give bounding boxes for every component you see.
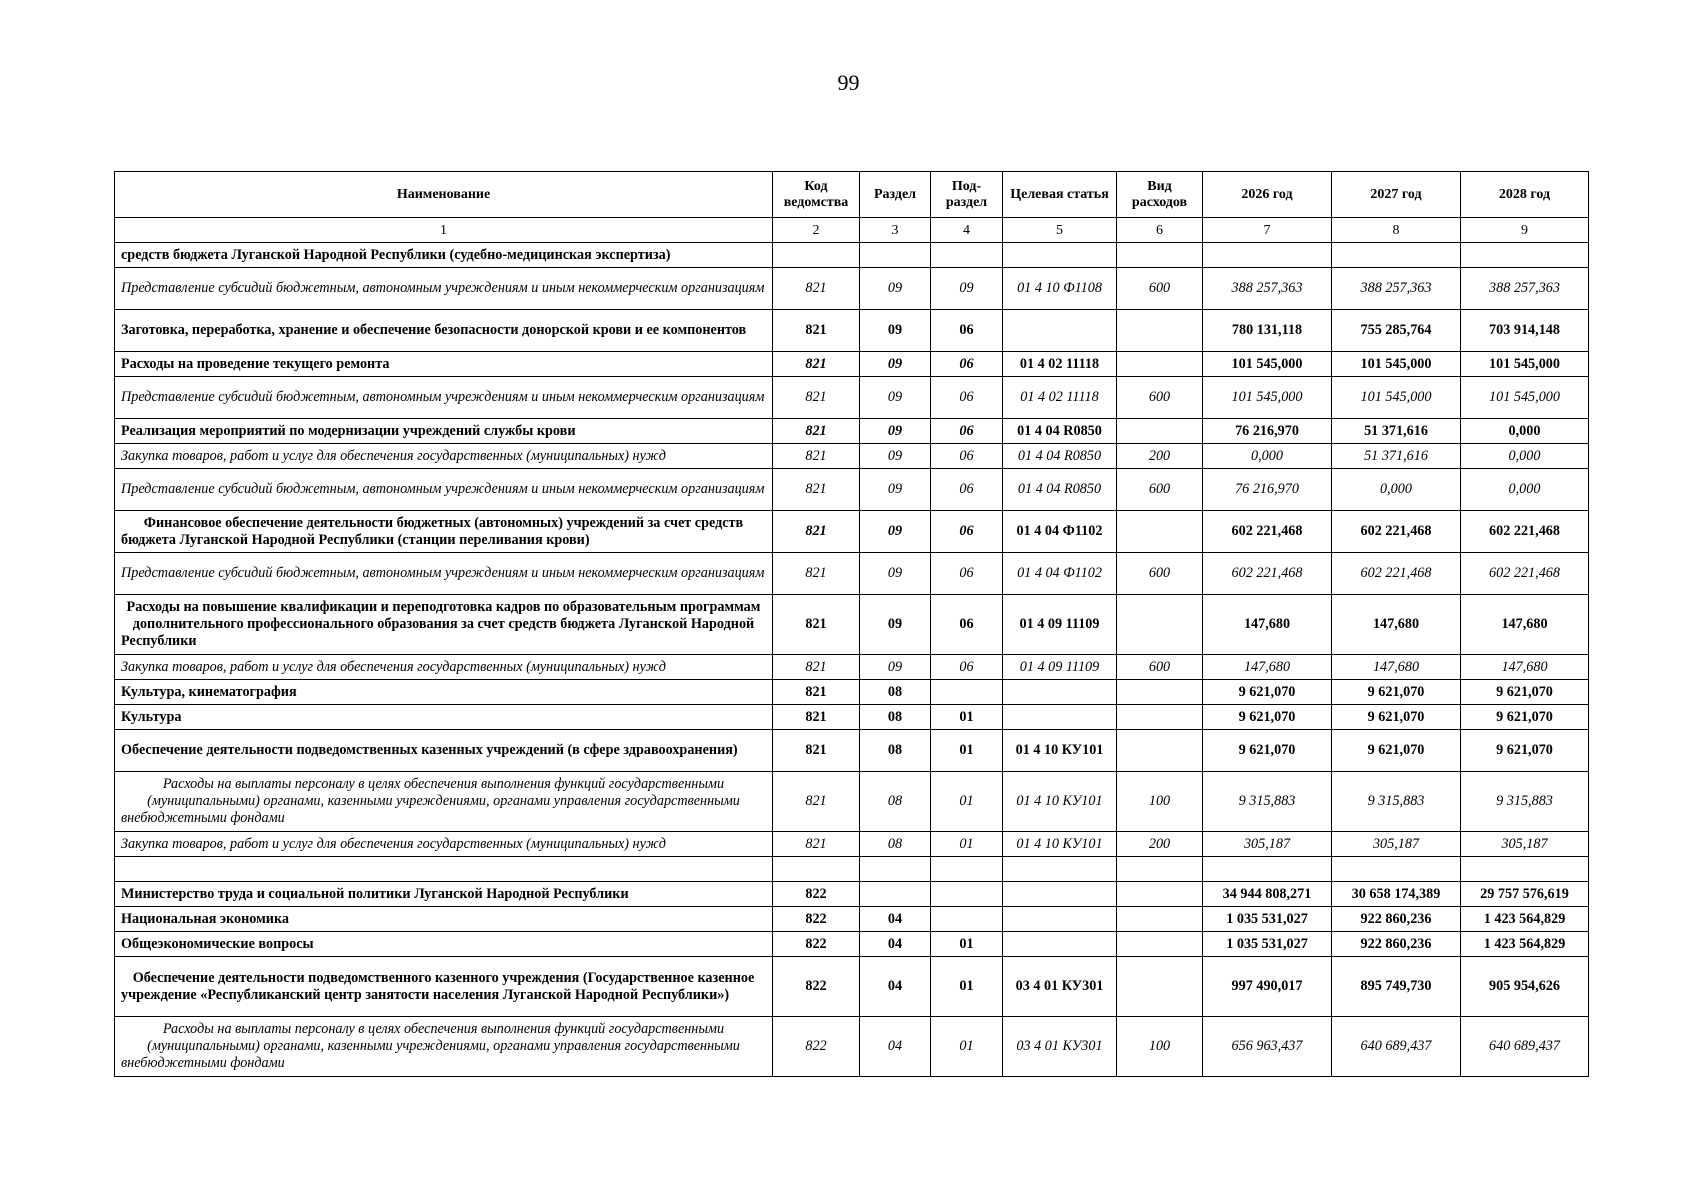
- value-2026: 780 131,118: [1203, 310, 1332, 352]
- value-2027: 30 658 174,389: [1332, 882, 1461, 907]
- target-article: [1003, 680, 1117, 705]
- podrazdel-code: 01: [931, 772, 1003, 832]
- ved-code: 822: [773, 907, 860, 932]
- column-number: 4: [931, 218, 1003, 243]
- target-article: 03 4 01 КУ301: [1003, 1017, 1117, 1077]
- target-article: 01 4 09 11109: [1003, 595, 1117, 655]
- razdel-code: 04: [860, 932, 931, 957]
- header-ved: Код ведомства: [773, 172, 860, 218]
- target-article: [1003, 310, 1117, 352]
- value-2027: 895 749,730: [1332, 957, 1461, 1017]
- podrazdel-code: 06: [931, 511, 1003, 553]
- target-article: 01 4 04 Ф1102: [1003, 511, 1117, 553]
- value-2027: 922 860,236: [1332, 932, 1461, 957]
- podrazdel-code: 01: [931, 1017, 1003, 1077]
- table-row: [115, 680, 1589, 705]
- value-2026: 9 621,070: [1203, 680, 1332, 705]
- value-2027: 9 315,883: [1332, 772, 1461, 832]
- value-2027: 147,680: [1332, 595, 1461, 655]
- razdel-code: 08: [860, 705, 931, 730]
- ved-code: 821: [773, 655, 860, 680]
- value-2027: 9 621,070: [1332, 730, 1461, 772]
- podrazdel-code: 06: [931, 595, 1003, 655]
- header-name: Наименование: [115, 172, 773, 218]
- row-name: Закупка товаров, работ и услуг для обеспечения государственных (муниципальных) нужд: [115, 832, 773, 857]
- column-number: 5: [1003, 218, 1117, 243]
- value-2026: 147,680: [1203, 655, 1332, 680]
- expense-type: [1117, 705, 1203, 730]
- value-2026: 9 621,070: [1203, 705, 1332, 730]
- expense-type: [1117, 907, 1203, 932]
- podrazdel-code: [931, 857, 1003, 882]
- value-2026: 1 035 531,027: [1203, 907, 1332, 932]
- value-2028: 640 689,437: [1461, 1017, 1589, 1077]
- value-2028: [1461, 243, 1589, 268]
- expense-type: [1117, 857, 1203, 882]
- row-name: Представление субсидий бюджетным, автономным учреждениям и иным некоммерческим организациям: [115, 469, 773, 511]
- razdel-code: 08: [860, 832, 931, 857]
- expense-type: 200: [1117, 832, 1203, 857]
- row-name: Министерство труда и социальной политики Луганской Народной Республики: [115, 882, 773, 907]
- table-row: [115, 705, 1589, 730]
- podrazdel-code: 06: [931, 352, 1003, 377]
- ved-code: 822: [773, 1017, 860, 1077]
- value-2027: 602 221,468: [1332, 511, 1461, 553]
- table-row: [115, 377, 1589, 419]
- target-article: 01 4 09 11109: [1003, 655, 1117, 680]
- column-number: 3: [860, 218, 931, 243]
- ved-code: 821: [773, 680, 860, 705]
- ved-code: 821: [773, 419, 860, 444]
- podrazdel-code: 06: [931, 377, 1003, 419]
- podrazdel-code: 01: [931, 932, 1003, 957]
- target-article: [1003, 243, 1117, 268]
- value-2026: 101 545,000: [1203, 377, 1332, 419]
- razdel-code: 09: [860, 469, 931, 511]
- razdel-code: 09: [860, 553, 931, 595]
- value-2026: 388 257,363: [1203, 268, 1332, 310]
- value-2026: [1203, 243, 1332, 268]
- value-2027: 755 285,764: [1332, 310, 1461, 352]
- podrazdel-code: 01: [931, 730, 1003, 772]
- value-2027: 602 221,468: [1332, 553, 1461, 595]
- podrazdel-code: 06: [931, 553, 1003, 595]
- row-name: Обеспечение деятельности подведомственного казенного учреждения (Государственное казенное учреждение «Республиканский центр занятости населения Луганской Народной Республики»): [115, 957, 773, 1017]
- row-name: Культура: [115, 705, 773, 730]
- value-2027: 922 860,236: [1332, 907, 1461, 932]
- value-2028: 0,000: [1461, 469, 1589, 511]
- value-2027: 0,000: [1332, 469, 1461, 511]
- expense-type: [1117, 730, 1203, 772]
- razdel-code: 04: [860, 1017, 931, 1077]
- target-article: 03 4 01 КУ301: [1003, 957, 1117, 1017]
- podrazdel-code: [931, 243, 1003, 268]
- table-row: [115, 595, 1589, 655]
- table-row: [115, 832, 1589, 857]
- table-row: [115, 907, 1589, 932]
- target-article: [1003, 857, 1117, 882]
- target-article: 01 4 04 R0850: [1003, 444, 1117, 469]
- value-2027: 9 621,070: [1332, 680, 1461, 705]
- ved-code: 821: [773, 352, 860, 377]
- target-article: [1003, 907, 1117, 932]
- expense-type: [1117, 957, 1203, 1017]
- ved-code: [773, 243, 860, 268]
- row-name: Реализация мероприятий по модернизации учреждений службы крови: [115, 419, 773, 444]
- value-2028: [1461, 857, 1589, 882]
- target-article: [1003, 882, 1117, 907]
- target-article: [1003, 705, 1117, 730]
- value-2028: 9 621,070: [1461, 680, 1589, 705]
- row-name: Расходы на проведение текущего ремонта: [115, 352, 773, 377]
- value-2027: [1332, 243, 1461, 268]
- ved-code: 821: [773, 377, 860, 419]
- value-2028: 1 423 564,829: [1461, 907, 1589, 932]
- value-2026: 76 216,970: [1203, 419, 1332, 444]
- table-row: [115, 352, 1589, 377]
- expense-type: [1117, 419, 1203, 444]
- value-2028: 147,680: [1461, 595, 1589, 655]
- row-name: Обеспечение деятельности подведомственных казенных учреждений (в сфере здравоохранения): [115, 730, 773, 772]
- column-numbers-row: [115, 218, 1589, 243]
- table-row: [115, 511, 1589, 553]
- column-number: 7: [1203, 218, 1332, 243]
- ved-code: [773, 857, 860, 882]
- row-name: Закупка товаров, работ и услуг для обеспечения государственных (муниципальных) нужд: [115, 444, 773, 469]
- table-row: [115, 444, 1589, 469]
- razdel-code: 04: [860, 957, 931, 1017]
- ved-code: 821: [773, 772, 860, 832]
- ved-code: 821: [773, 595, 860, 655]
- value-2026: 9 621,070: [1203, 730, 1332, 772]
- header-row: [115, 172, 1589, 218]
- target-article: 01 4 10 КУ101: [1003, 832, 1117, 857]
- value-2027: 101 545,000: [1332, 352, 1461, 377]
- value-2028: 602 221,468: [1461, 553, 1589, 595]
- value-2028: 101 545,000: [1461, 352, 1589, 377]
- value-2026: 0,000: [1203, 444, 1332, 469]
- target-article: 01 4 10 КУ101: [1003, 772, 1117, 832]
- value-2026: [1203, 857, 1332, 882]
- table-row: [115, 655, 1589, 680]
- podrazdel-code: 06: [931, 444, 1003, 469]
- razdel-code: 09: [860, 310, 931, 352]
- header-razdel: Раздел: [860, 172, 931, 218]
- expense-type: 600: [1117, 469, 1203, 511]
- podrazdel-code: [931, 882, 1003, 907]
- value-2027: 51 371,616: [1332, 444, 1461, 469]
- value-2028: 9 621,070: [1461, 705, 1589, 730]
- row-name: Представление субсидий бюджетным, автономным учреждениям и иным некоммерческим организациям: [115, 553, 773, 595]
- row-name: Закупка товаров, работ и услуг для обеспечения государственных (муниципальных) нужд: [115, 655, 773, 680]
- razdel-code: [860, 882, 931, 907]
- target-article: 01 4 04 R0850: [1003, 419, 1117, 444]
- value-2028: 0,000: [1461, 444, 1589, 469]
- table-row: [115, 243, 1589, 268]
- value-2027: 640 689,437: [1332, 1017, 1461, 1077]
- value-2028: 905 954,626: [1461, 957, 1589, 1017]
- ved-code: 821: [773, 469, 860, 511]
- column-number: 2: [773, 218, 860, 243]
- value-2028: 602 221,468: [1461, 511, 1589, 553]
- value-2026: 656 963,437: [1203, 1017, 1332, 1077]
- table-body: [115, 243, 1589, 1077]
- ved-code: 821: [773, 730, 860, 772]
- ved-code: 821: [773, 553, 860, 595]
- target-article: 01 4 10 Ф1108: [1003, 268, 1117, 310]
- value-2027: 51 371,616: [1332, 419, 1461, 444]
- ved-code: 822: [773, 932, 860, 957]
- expense-type: [1117, 595, 1203, 655]
- target-article: 01 4 04 Ф1102: [1003, 553, 1117, 595]
- razdel-code: 09: [860, 511, 931, 553]
- row-name: средств бюджета Луганской Народной Республики (судебно-медицинская экспертиза): [115, 243, 773, 268]
- value-2026: 101 545,000: [1203, 352, 1332, 377]
- razdel-code: 09: [860, 444, 931, 469]
- ved-code: 821: [773, 444, 860, 469]
- target-article: 01 4 02 11118: [1003, 352, 1117, 377]
- table-row: [115, 419, 1589, 444]
- page-number: 99: [837, 70, 860, 95]
- header-2026: 2026 год: [1203, 172, 1332, 218]
- row-name: Общеэкономические вопросы: [115, 932, 773, 957]
- expense-type: [1117, 352, 1203, 377]
- podrazdel-code: 06: [931, 310, 1003, 352]
- value-2026: 1 035 531,027: [1203, 932, 1332, 957]
- razdel-code: [860, 243, 931, 268]
- table-row: [115, 932, 1589, 957]
- target-article: 01 4 02 11118: [1003, 377, 1117, 419]
- header-2027: 2027 год: [1332, 172, 1461, 218]
- podrazdel-code: 09: [931, 268, 1003, 310]
- value-2027: 9 621,070: [1332, 705, 1461, 730]
- ved-code: 822: [773, 957, 860, 1017]
- table-row: [115, 268, 1589, 310]
- value-2028: 0,000: [1461, 419, 1589, 444]
- header-podrazdel: Под-раздел: [931, 172, 1003, 218]
- row-name: Расходы на выплаты персоналу в целях обеспечения выполнения функций государственными (муниципальными) органами, казенными учреждениями, органами управления государственными внебюджетными фондами: [115, 772, 773, 832]
- razdel-code: 09: [860, 377, 931, 419]
- table-row: [115, 553, 1589, 595]
- expense-type: [1117, 680, 1203, 705]
- expense-type: [1117, 882, 1203, 907]
- razdel-code: 09: [860, 655, 931, 680]
- expense-type: 600: [1117, 268, 1203, 310]
- value-2026: 9 315,883: [1203, 772, 1332, 832]
- razdel-code: 09: [860, 352, 931, 377]
- value-2026: 602 221,468: [1203, 553, 1332, 595]
- value-2028: 388 257,363: [1461, 268, 1589, 310]
- value-2026: 76 216,970: [1203, 469, 1332, 511]
- row-name: Культура, кинематография: [115, 680, 773, 705]
- expense-type: 600: [1117, 377, 1203, 419]
- expense-type: 200: [1117, 444, 1203, 469]
- podrazdel-code: 06: [931, 469, 1003, 511]
- column-number: 1: [115, 218, 773, 243]
- column-number: 6: [1117, 218, 1203, 243]
- table-row: [115, 310, 1589, 352]
- value-2026: 602 221,468: [1203, 511, 1332, 553]
- ved-code: 821: [773, 705, 860, 730]
- value-2028: 101 545,000: [1461, 377, 1589, 419]
- table-row: [115, 882, 1589, 907]
- podrazdel-code: 01: [931, 705, 1003, 730]
- row-name: Расходы на выплаты персоналу в целях обеспечения выполнения функций государственными (муниципальными) органами, казенными учреждениями, органами управления государственными внебюджетными фондами: [115, 1017, 773, 1077]
- column-number: 9: [1461, 218, 1589, 243]
- value-2028: 147,680: [1461, 655, 1589, 680]
- table-row: [115, 1017, 1589, 1077]
- table-row: [115, 730, 1589, 772]
- target-article: 01 4 04 R0850: [1003, 469, 1117, 511]
- budget-table: [114, 171, 1589, 1077]
- row-name: Представление субсидий бюджетным, автономным учреждениям и иным некоммерческим организациям: [115, 268, 773, 310]
- podrazdel-code: 06: [931, 419, 1003, 444]
- table-row: [115, 957, 1589, 1017]
- table-row: [115, 469, 1589, 511]
- header-2028: 2028 год: [1461, 172, 1589, 218]
- value-2026: 997 490,017: [1203, 957, 1332, 1017]
- value-2027: 305,187: [1332, 832, 1461, 857]
- expense-type: 600: [1117, 655, 1203, 680]
- razdel-code: 09: [860, 595, 931, 655]
- row-name: Расходы на повышение квалификации и переподготовка кадров по образовательным программам дополнительного профессионального образования за счет средств бюджета Луганской Народной Республики: [115, 595, 773, 655]
- value-2028: 9 315,883: [1461, 772, 1589, 832]
- table-row: [115, 772, 1589, 832]
- target-article: [1003, 932, 1117, 957]
- target-article: 01 4 10 КУ101: [1003, 730, 1117, 772]
- value-2028: 1 423 564,829: [1461, 932, 1589, 957]
- value-2026: 305,187: [1203, 832, 1332, 857]
- value-2027: [1332, 857, 1461, 882]
- value-2026: 34 944 808,271: [1203, 882, 1332, 907]
- expense-type: 600: [1117, 553, 1203, 595]
- razdel-code: 08: [860, 772, 931, 832]
- value-2027: 147,680: [1332, 655, 1461, 680]
- podrazdel-code: [931, 907, 1003, 932]
- ved-code: 821: [773, 832, 860, 857]
- row-name: Национальная экономика: [115, 907, 773, 932]
- expense-type: 100: [1117, 772, 1203, 832]
- value-2027: 388 257,363: [1332, 268, 1461, 310]
- row-name: Представление субсидий бюджетным, автономным учреждениям и иным некоммерческим организациям: [115, 377, 773, 419]
- razdel-code: 04: [860, 907, 931, 932]
- razdel-code: 09: [860, 268, 931, 310]
- header-vid: Вид расходов: [1117, 172, 1203, 218]
- expense-type: [1117, 511, 1203, 553]
- podrazdel-code: [931, 680, 1003, 705]
- value-2026: 147,680: [1203, 595, 1332, 655]
- razdel-code: 08: [860, 730, 931, 772]
- razdel-code: 09: [860, 419, 931, 444]
- ved-code: 821: [773, 310, 860, 352]
- value-2028: 29 757 576,619: [1461, 882, 1589, 907]
- expense-type: [1117, 932, 1203, 957]
- column-number: 8: [1332, 218, 1461, 243]
- expense-type: [1117, 243, 1203, 268]
- expense-type: 100: [1117, 1017, 1203, 1077]
- value-2028: 703 914,148: [1461, 310, 1589, 352]
- ved-code: 821: [773, 268, 860, 310]
- value-2028: 9 621,070: [1461, 730, 1589, 772]
- header-statya: Целевая статья: [1003, 172, 1117, 218]
- podrazdel-code: 01: [931, 957, 1003, 1017]
- podrazdel-code: 06: [931, 655, 1003, 680]
- row-name: Финансовое обеспечение деятельности бюджетных (автономных) учреждений за счет средств бюджета Луганской Народной Республики (станции переливания крови): [115, 511, 773, 553]
- podrazdel-code: 01: [931, 832, 1003, 857]
- value-2027: 101 545,000: [1332, 377, 1461, 419]
- razdel-code: [860, 857, 931, 882]
- razdel-code: 08: [860, 680, 931, 705]
- row-name: Заготовка, переработка, хранение и обеспечение безопасности донорской крови и ее компонентов: [115, 310, 773, 352]
- expense-type: [1117, 310, 1203, 352]
- value-2028: 305,187: [1461, 832, 1589, 857]
- ved-code: 822: [773, 882, 860, 907]
- table-row: [115, 857, 1589, 882]
- row-name: [115, 857, 773, 882]
- ved-code: 821: [773, 511, 860, 553]
